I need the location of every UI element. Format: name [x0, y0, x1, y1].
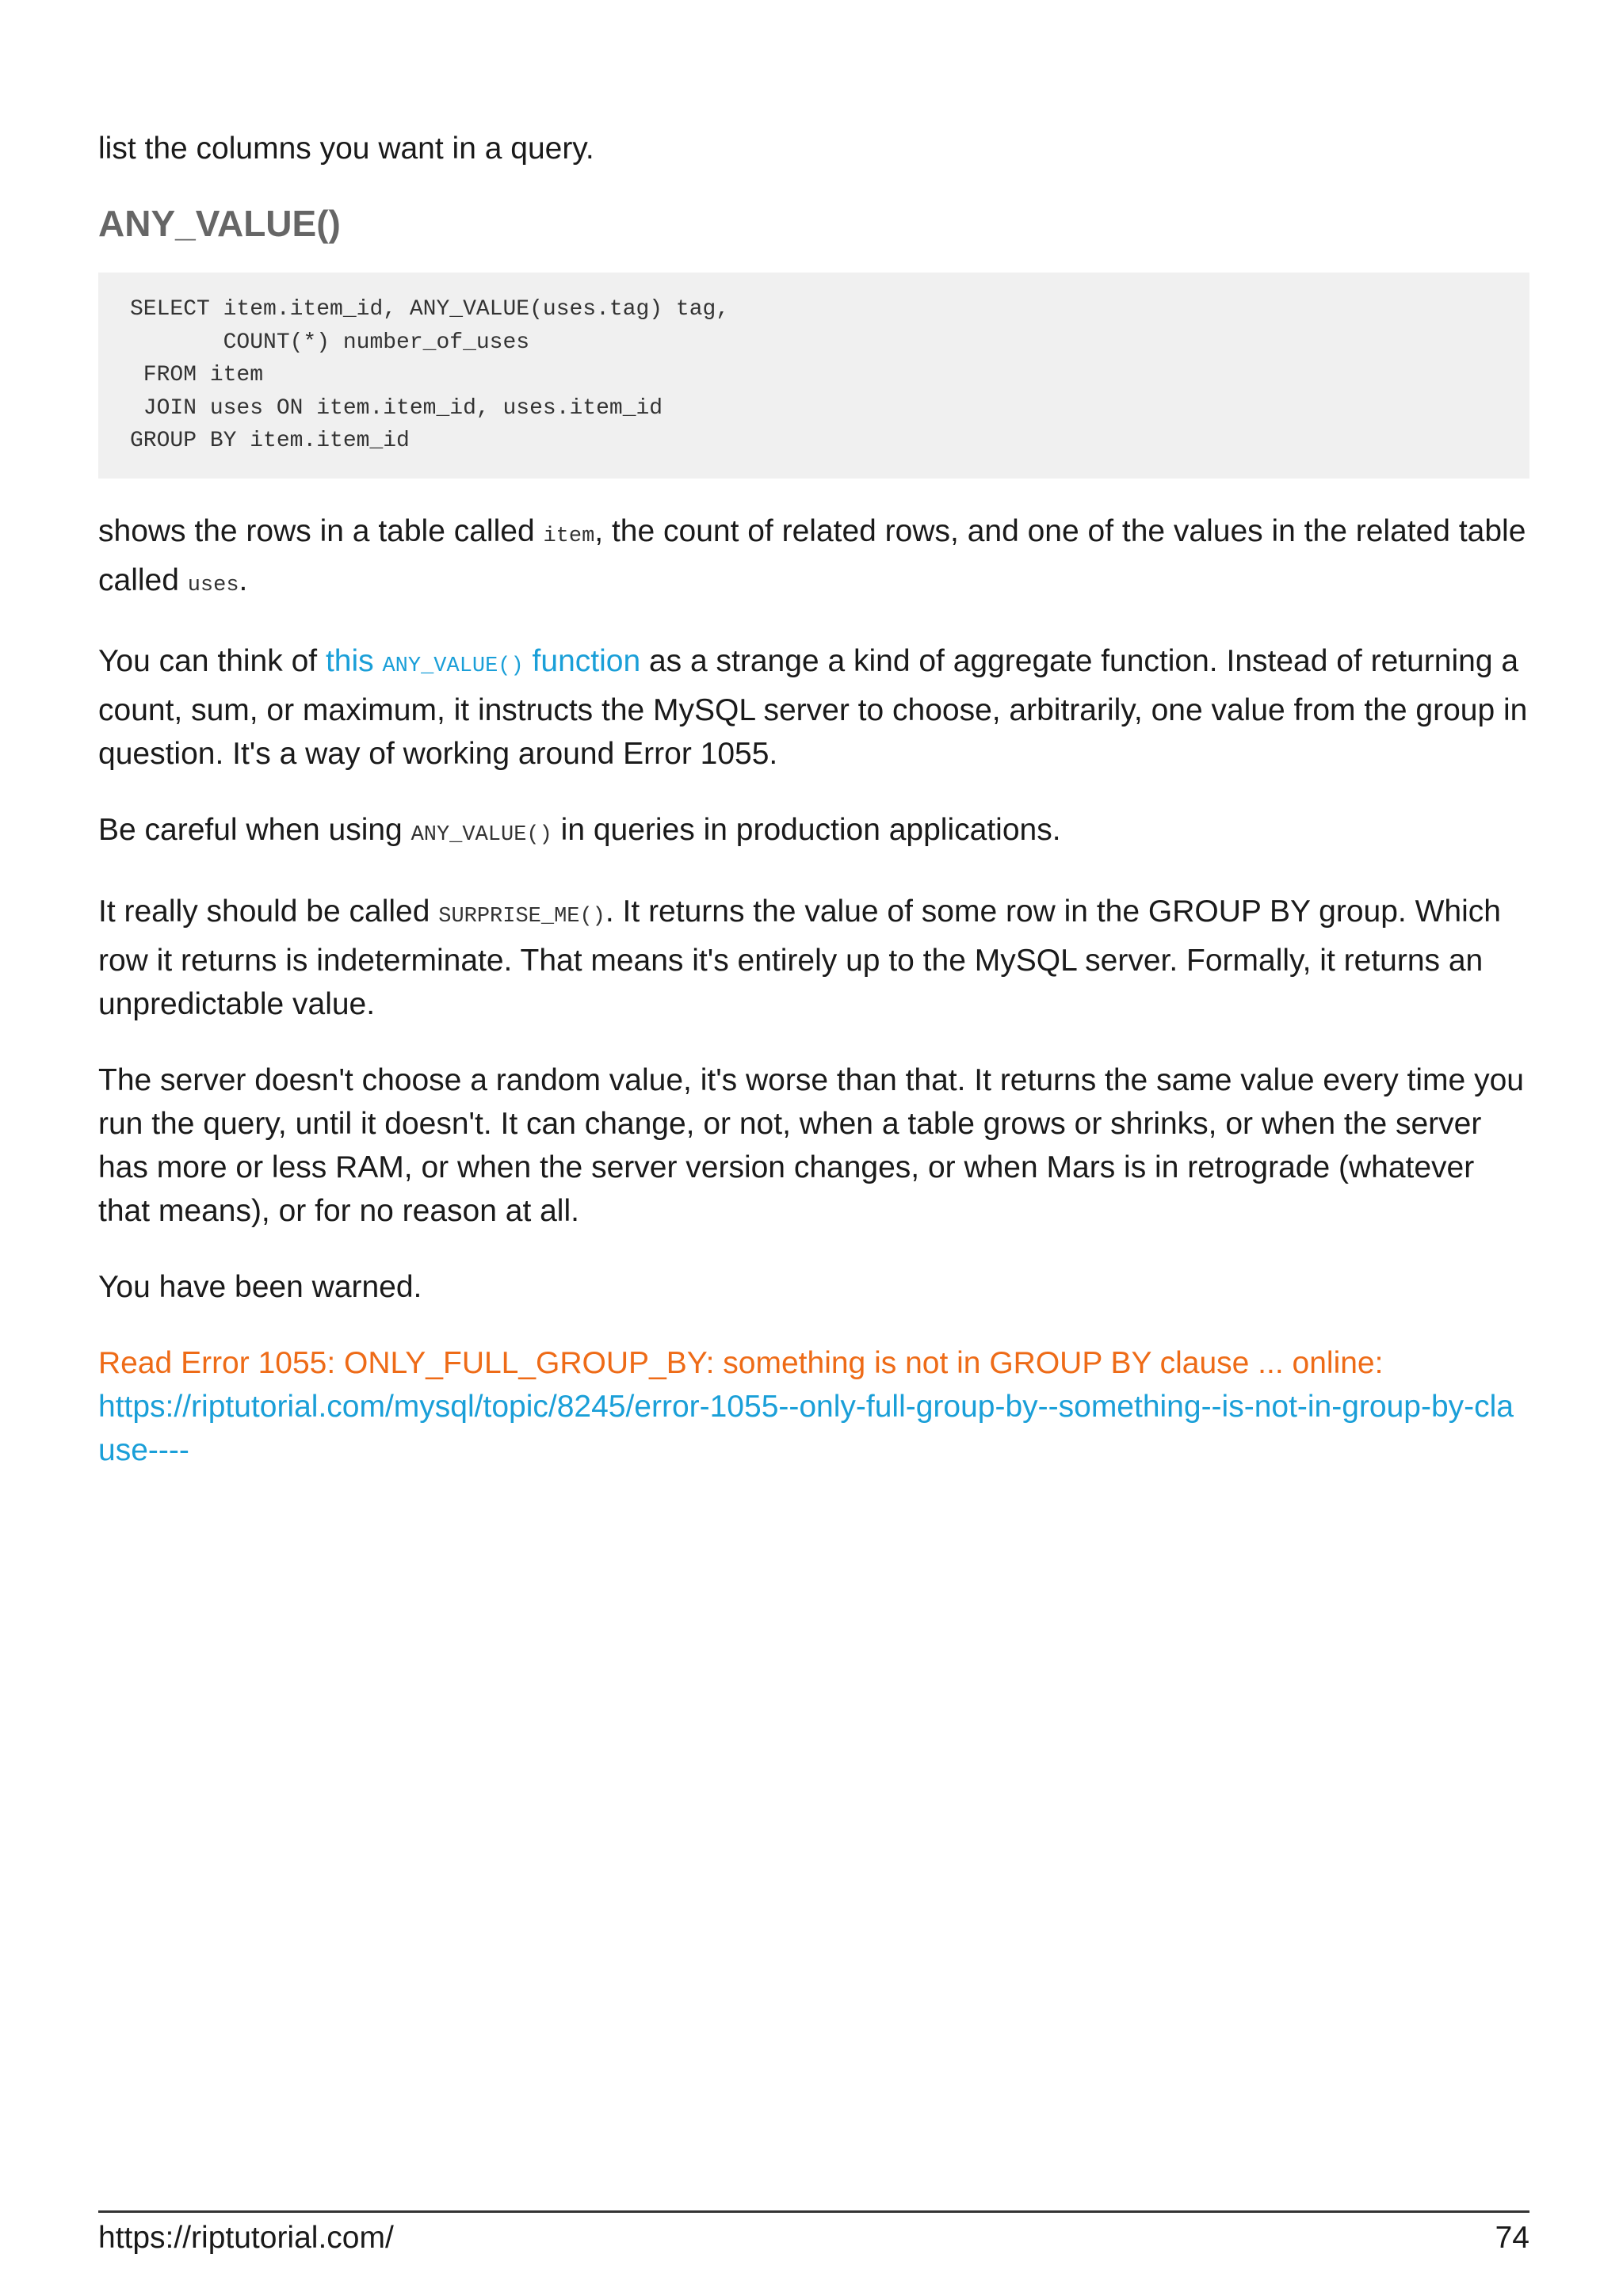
p2-link-code: ANY_VALUE(): [382, 654, 524, 678]
p3-text-2: in queries in production applications.: [552, 812, 1061, 847]
code-line: JOIN uses ON item.item_id, uses.item_id: [130, 395, 663, 421]
p4-code: SURPRISE_ME(): [438, 904, 605, 929]
p3-text-1: Be careful when using: [98, 812, 411, 847]
paragraph-5: The server doesn't choose a random value, it's worse than that. It returns the same value every time you run the query, until it doesn't. It can change, or not, when a table grows or shrinks, or when the server has more or less RAM, or when the server version changes, or when Mars is in retrograde (whatever that means), or for no reason at all.: [98, 1062, 1524, 1228]
read-more-url-link[interactable]: https://riptutorial.com/mysql/topic/8245/error-1055--only-full-group-by--something--is-not-in-group-by-clause----: [98, 1389, 1514, 1467]
p1-code-item: item: [543, 524, 595, 548]
page-content: [98, 127, 1529, 1472]
paragraph-1: [98, 509, 1529, 608]
p1-text-2: , the count of related rows, and one of the values in the related table called: [98, 513, 1526, 597]
p2-text-2: as a strange a kind of aggregate function. Instead of returning a count, sum, or maximum, it instructs the MySQL server to choose, arbitrarily, one value from the group in question. It's a way of working around Error 1055.: [98, 643, 1528, 771]
p2-text-1: You can think of: [98, 643, 326, 678]
p1-code-uses: uses: [187, 573, 239, 597]
code-line: COUNT(*) number_of_uses: [130, 330, 530, 355]
paragraph-4: [98, 890, 1529, 1026]
p2-link-text-2: function: [523, 643, 641, 678]
paragraph-2: [98, 639, 1529, 776]
section-heading: ANY_VALUE(): [98, 203, 341, 244]
p4-text-1: It really should be called: [98, 894, 439, 929]
read-more-label: Read Error 1055: ONLY_FULL_GROUP_BY: something is not in GROUP BY clause ... online:: [98, 1345, 1384, 1380]
footer-url: https://riptutorial.com/: [98, 2221, 394, 2255]
code-line: FROM item: [130, 363, 264, 387]
code-block: [98, 273, 1529, 479]
code-line: SELECT item.item_id, ANY_VALUE(uses.tag) tag,: [130, 297, 730, 322]
paragraph-3: [98, 808, 1529, 857]
p4-text-2: . It returns the value of some row in the GROUP BY group. Which row it returns is indeterminate. That means it's entirely up to the MySQL server. Formally, it returns an unpredictable value.: [98, 894, 1501, 1021]
paragraph-6: You have been warned.: [98, 1269, 422, 1304]
page-number: 74: [1495, 2221, 1529, 2255]
footer-divider: [98, 2210, 1529, 2213]
intro-text: list the columns you want in a query.: [98, 132, 594, 166]
p3-code: ANY_VALUE(): [411, 822, 552, 847]
p1-text-3: .: [239, 563, 248, 597]
p2-link-text-1: this: [325, 643, 383, 678]
code-line: GROUP BY item.item_id: [130, 429, 410, 453]
any-value-function-link[interactable]: [326, 644, 640, 678]
read-more: [98, 1341, 1529, 1472]
p1-text-1: shows the rows in a table called: [98, 513, 544, 548]
